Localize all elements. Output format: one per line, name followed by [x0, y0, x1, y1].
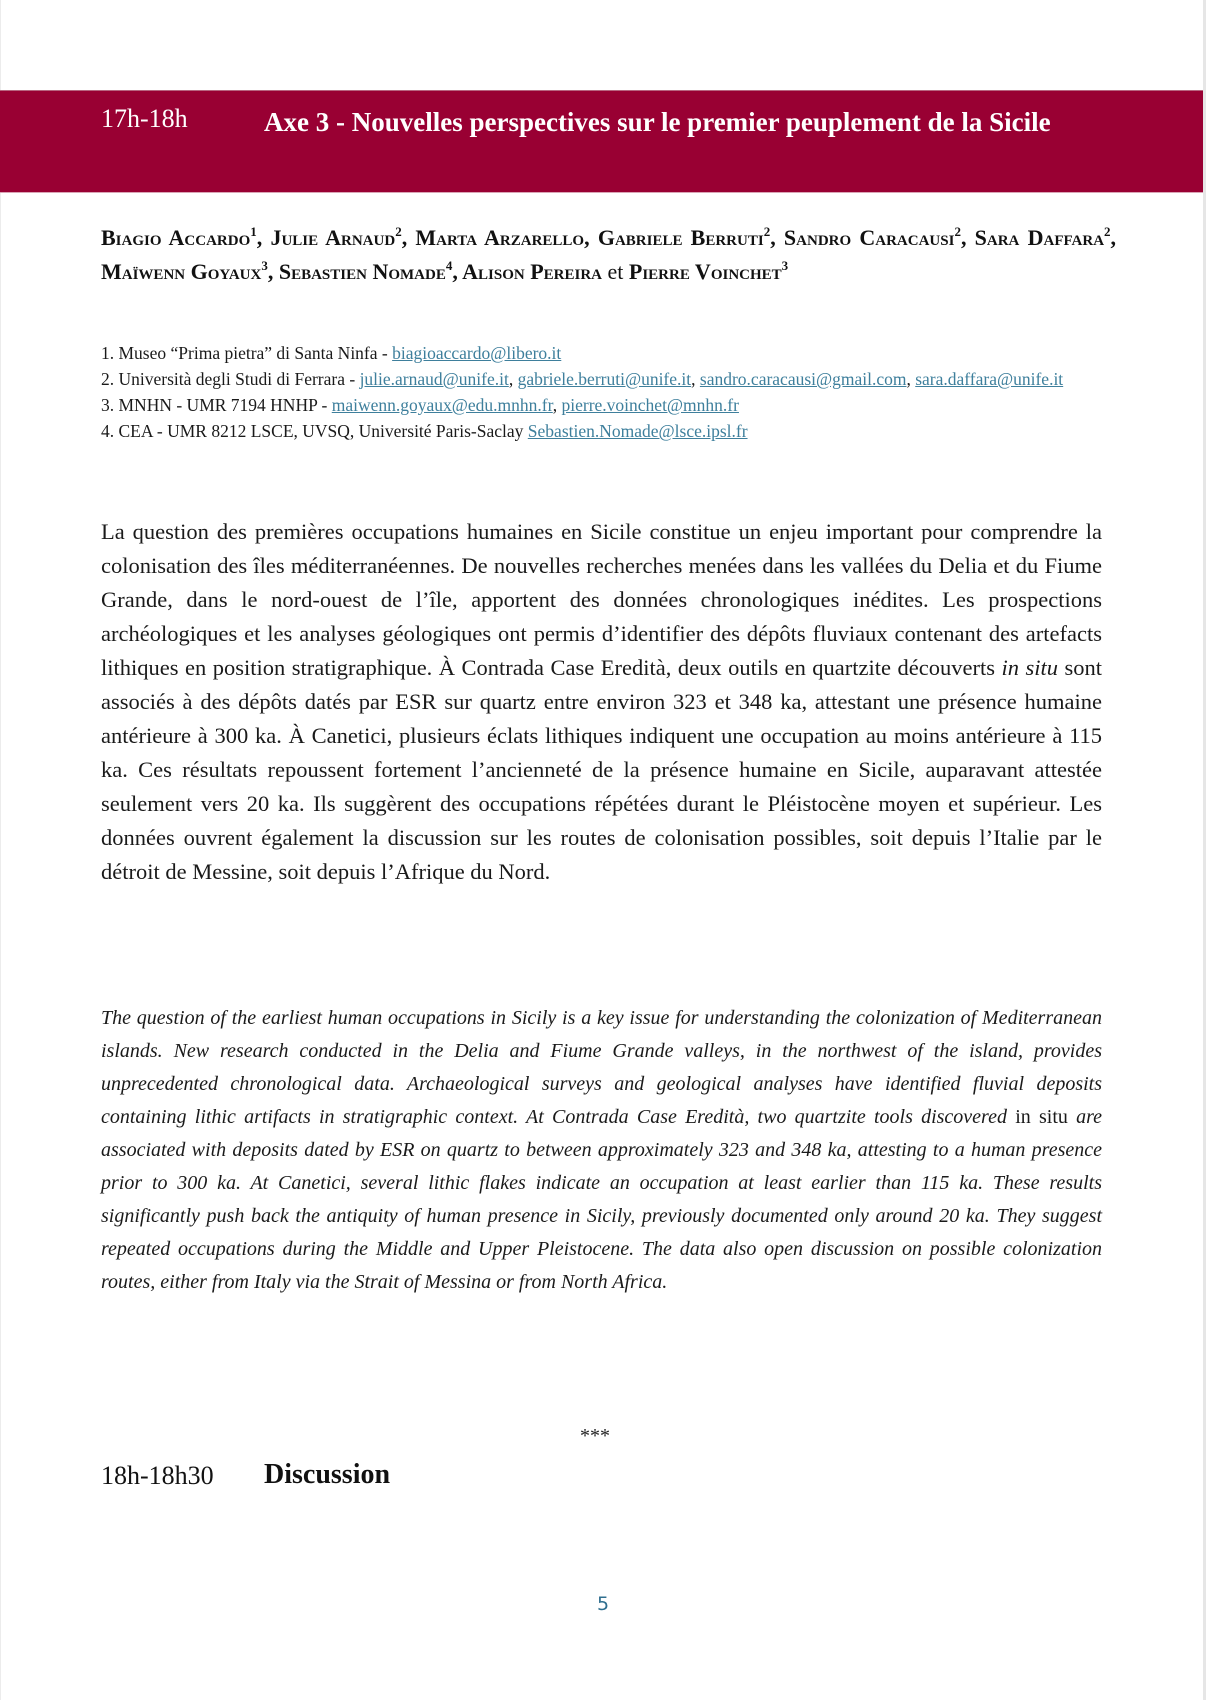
author: Sebastien Nomade$^4$ — [278, 258, 453, 284]
author: Marta Arzarello — [415, 225, 585, 250]
abstract-english: The question of the earliest human occupations in Sicily is a key issue for understanding the colonization of Mediterranean islands. New research conducted in the Delia and Fiume Grande valleys, in the northwest of the island, provides unprecedented chronological data. Archaeological surveys and geological analyses have identified fluvial deposits containing lithic artifacts in stratigraphic context. At Contrada Case Eredità, two quartzite tools discovered in situ are associated with deposits dated by ESR on quartz to between approximately 323 and 348 ka, attesting to a human presence prior to 300 ka. At Canetici, several lithic flakes indicate an occupation at least earlier than 115 ka. These results significantly push back the antiquity of human presence in Sicily, previously documented only around 20 ka. They suggest repeated occupations during the Middle and Upper Pleistocene. The data also open discussion on possible colonization routes, either from Italy via the Strait of Messina or from North Africa. — [101, 1007, 1103, 1293]
page-number: 5 — [597, 1593, 610, 1615]
email-link[interactable]: biagioaccardo@libero.it — [392, 343, 562, 363]
affiliation-item: 1. Museo “Prima pietra” di Santa Ninfa - biagioaccardo@libero.it — [101, 343, 562, 363]
session-title: Axe 3 - Nouvelles perspectives sur le premier peuplement de la Sicile — [264, 107, 1051, 137]
email-link[interactable]: maiwenn.goyaux@edu.mnhn.fr — [331, 395, 553, 415]
email-link[interactable]: sara.daffara@unife.it — [915, 369, 1064, 389]
discussion-title: Discussion — [264, 1459, 391, 1490]
session-header-band — [0, 90, 1203, 193]
page-left-edge — [0, 0, 1, 1700]
affiliation-item: 2. Università degli Studi di Ferrara - julie.arnaud@unife.it, gabriele.berruti@unife.it, sandro.caracausi@gmail.com, sara.daffara@unife.it — [101, 369, 1064, 389]
author: Julie Arnaud$^2$ — [270, 224, 402, 250]
section-separator: *** — [580, 1425, 610, 1447]
abstract-french: La question des premières occupations humaines en Sicile constitue un enjeu important pour comprendre la colonisation des îles méditerranéennes. De nouvelles recherches menées dans les vallées du Delia et du Fiume Grande, dans le nord-ouest de l’île, apportent des données chronologiques inédites. Les prospections archéologiques et les analyses géologiques ont permis d’identifier des dépôts fluviaux contenant des artefacts lithiques en position stratigraphique. À Contrada Case Eredità, deux outils en quartzite découverts in situ sont associés à des dépôts datés par ESR sur quartz entre environ 323 et 348 ka, attestant une présence humaine antérieure à 300 ka. À Canetici, plusieurs éclats lithiques indiquent une occupation au moins antérieure à 115 ka. Ces résultats repoussent fortement l’ancienneté de la présence humaine en Sicile, auparavant attestée seulement vers 20 ka. Ils suggèrent des occupations répétées durant le Pléistocène moyen et supérieur. Les données ouvrent également la discussion sur les routes de colonisation possibles, soit depuis l’Italie par le détroit de Messine, soit depuis l’Afrique du Nord. — [101, 519, 1102, 884]
author: Gabriele Berruti$^2$ — [597, 224, 771, 250]
email-link[interactable]: gabriele.berruti@unife.it — [517, 369, 692, 389]
affiliation-item: 3. MNHN - UMR 7194 HNHP - maiwenn.goyaux@edu.mnhn.fr, pierre.voinchet@mnhn.fr — [101, 395, 739, 415]
email-link[interactable]: pierre.voinchet@mnhn.fr — [561, 395, 739, 415]
author-conjunction: et — [607, 259, 624, 284]
author: Maïwenn Goyaux$^3$ — [101, 258, 268, 284]
author: Alison Pereira — [462, 259, 602, 284]
author: Biagio Accardo$^1$ — [101, 224, 257, 250]
affiliation-item: 4. CEA - UMR 8212 LSCE, UVSQ, Université Paris-Saclay Sebastien.Nomade@lsce.ipsl.fr — [101, 421, 748, 441]
session-time: 17h-18h — [101, 104, 188, 133]
author-list: Biagio Accardo$^1$, Julie Arnaud$^2$, Marta Arzarello, Gabriele Berruti$^2$, Sandro Caracausi$^2$, Sara Daffara$^2$, Maïwenn Goyaux$^3$, Sebastien Nomade$^4$, Alison Pereira et Pierre Voinchet$^3$ — [101, 224, 1117, 284]
author: Sandro Caracausi$^2$ — [783, 224, 961, 250]
email-link[interactable]: Sebastien.Nomade@lsce.ipsl.fr — [527, 421, 748, 441]
author: Sara Daffara$^2$ — [974, 224, 1111, 250]
email-link[interactable]: julie.arnaud@unife.it — [359, 369, 509, 389]
author: Pierre Voinchet$^3$ — [628, 258, 789, 284]
discussion-time: 18h-18h30 — [101, 1461, 214, 1490]
email-link[interactable]: sandro.caracausi@gmail.com — [699, 369, 907, 389]
affiliation-list — [101, 340, 1121, 444]
